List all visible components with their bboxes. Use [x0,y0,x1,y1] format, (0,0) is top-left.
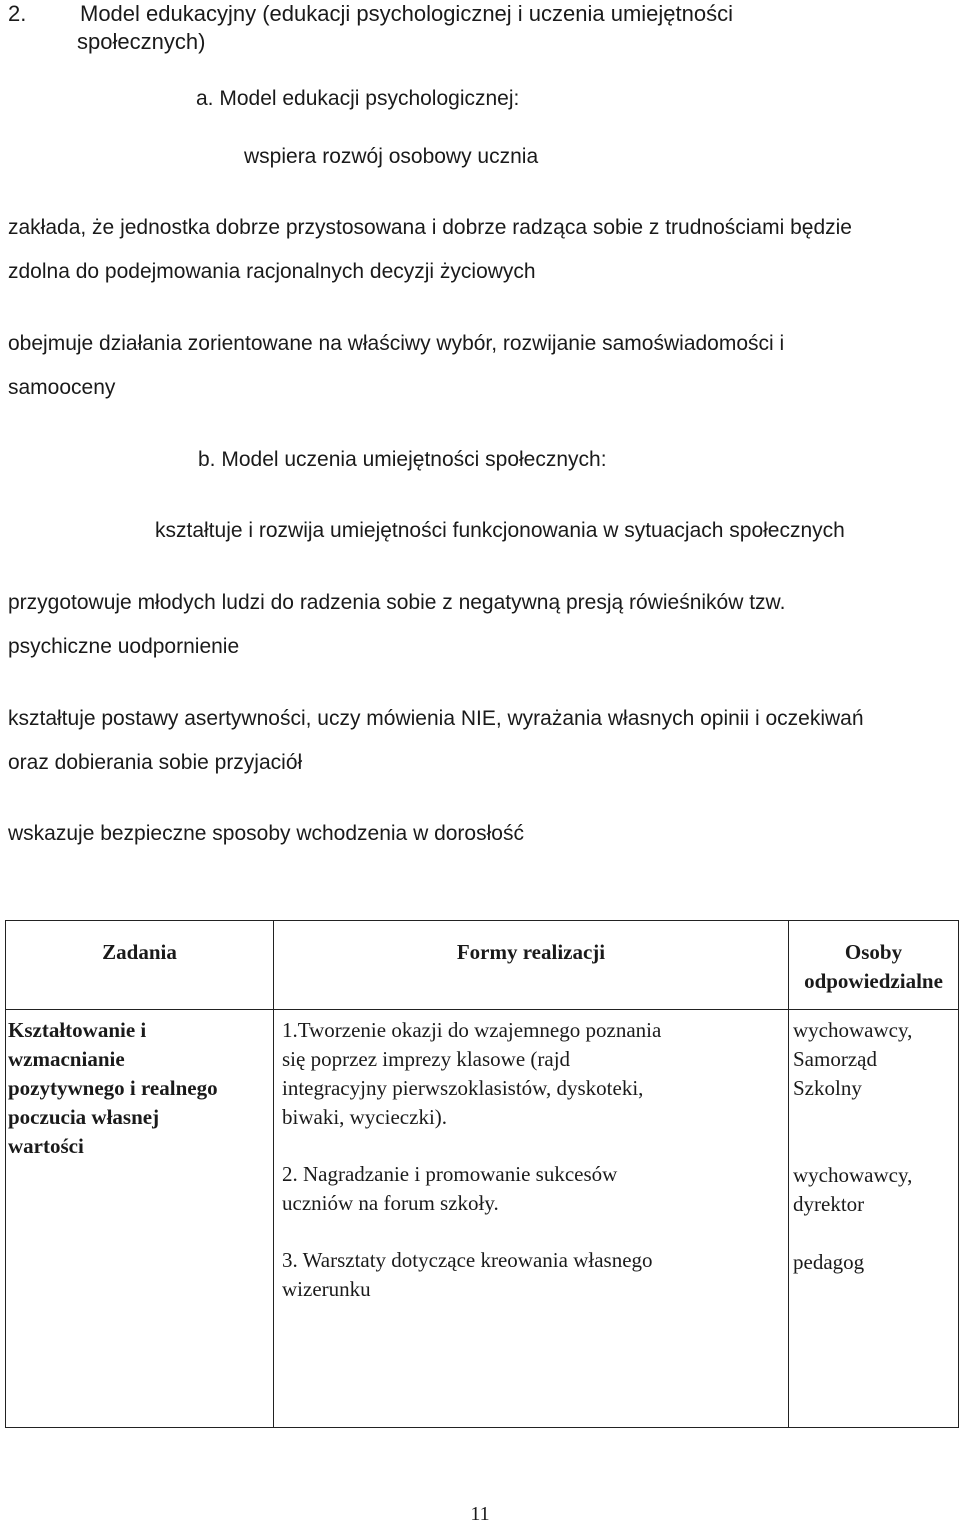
form-line: wizerunku [282,1277,371,1301]
header-owners-line2: odpowiedzialne [804,969,943,993]
header-cell-tasks [6,921,274,1010]
tasks-table [5,920,959,1428]
table-row [6,1010,959,1428]
section-number: 2. [8,1,27,26]
task-cell [6,1010,274,1428]
owners-cell [789,1010,959,1428]
task-line: pozytywnego i realnego [8,1076,218,1100]
header-forms: Formy realizacji [456,940,606,964]
header-cell-forms [274,921,789,1010]
owner-group-1 [793,1016,958,1103]
form-item-2 [282,1160,784,1218]
task-line: poczucia własnej [8,1105,160,1129]
header-owners-line1: Osoby [844,940,903,964]
form-line: integracyjny pierwszoklasistów, dyskoteki, [282,1076,644,1100]
owner-group-2 [793,1161,958,1219]
model-a-point-2-line1: zakłada, że jednostka dobrze przystosowana i dobrze radząca sobie z trudnościami będzie [8,216,852,239]
model-b-point-1: kształtuje i rozwija umiejętności funkcjonowania w sytuacjach społecznych [155,519,845,542]
model-a-point-1: wspiera rozwój osobowy ucznia [244,145,539,168]
form-line: 1.Tworzenie okazji do wzajemnego poznania [282,1018,662,1042]
form-line: biwaki, wycieczki). [282,1105,448,1129]
task-line: wartości [8,1134,84,1158]
task-line: wzmacnianie [8,1047,125,1071]
form-line: uczniów na forum szkoły. [282,1191,499,1215]
model-a-point-2-line2: zdolna do podejmowania racjonalnych decyzji życiowych [8,260,536,283]
page-number: 11 [470,1503,490,1525]
form-line: się poprzez imprezy klasowe (rajd [282,1047,571,1071]
header-cell-owners [789,921,959,1010]
model-b-point-4: wskazuje bezpieczne sposoby wchodzenia w dorosłość [8,822,524,845]
model-b-point-3-line1: kształtuje postawy asertywności, uczy mówienia NIE, wyrażania własnych opinii i oczekiwań [8,707,864,730]
owner-line: dyrektor [793,1192,865,1216]
model-a-point-3-line1: obejmuje działania zorientowane na właściwy wybór, rozwijanie samoświadomości i [8,332,785,355]
model-a-point-3-line2: samooceny [8,376,116,399]
owner-line: wychowawcy, [793,1163,913,1187]
table-header-row [6,921,959,1010]
form-item-3 [282,1246,784,1304]
form-item-1 [282,1016,784,1132]
section-title-line1: Model edukacyjny (edukacji psychologicznej i uczenia umiejętności [80,1,734,26]
form-line: 3. Warsztaty dotyczące kreowania własnego [282,1248,653,1272]
owner-line: pedagog [793,1250,865,1274]
owner-line: Szkolny [793,1076,862,1100]
section-title-line2: społecznych) [77,29,206,54]
owner-line: Samorząd [793,1047,877,1071]
forms-cell [274,1010,789,1428]
model-b-point-2-line1: przygotowuje młodych ludzi do radzenia sobie z negatywną presją rówieśników tzw. [8,591,786,614]
form-line: 2. Nagradzanie i promowanie sukcesów [282,1162,618,1186]
task-line: Kształtowanie i [8,1018,147,1042]
owner-line: wychowawcy, [793,1018,913,1042]
owner-group-3 [793,1248,958,1277]
model-b-point-3-line2: oraz dobierania sobie przyjaciół [8,751,303,774]
header-tasks: Zadania [102,940,177,964]
model-b-heading: b. Model uczenia umiejętności społecznych: [198,448,607,471]
model-a-heading: a. Model edukacji psychologicznej: [196,87,520,110]
model-b-point-2-line2: psychiczne uodpornienie [8,635,240,658]
